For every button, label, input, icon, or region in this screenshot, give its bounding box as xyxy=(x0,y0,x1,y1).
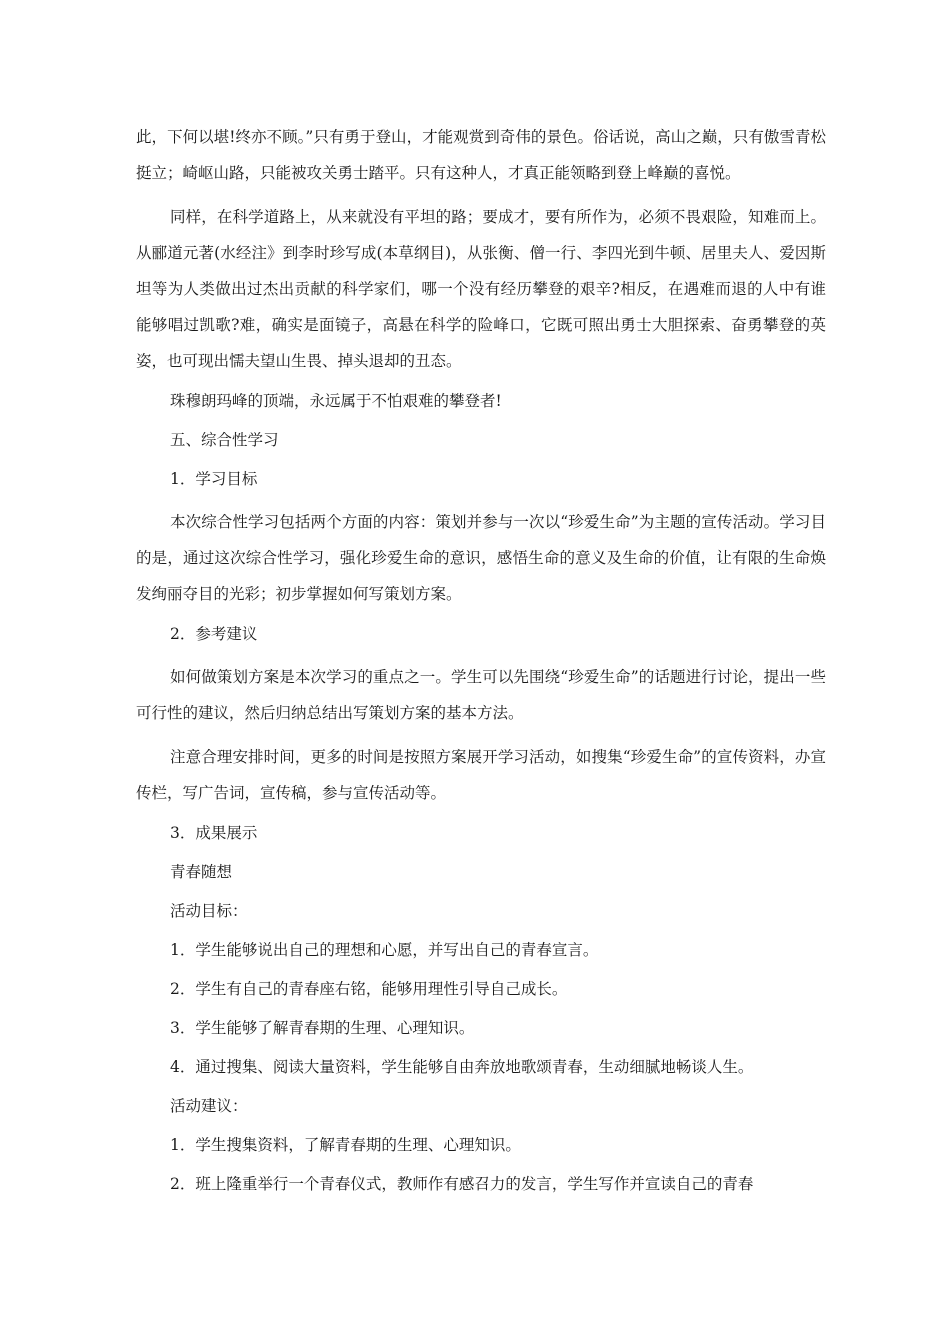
paragraph-plan-method: 如何做策划方案是本次学习的重点之一。学生可以先围绕“珍爱生命”的话题进行讨论，提出一些可行性的建议，然后归纳总结出写策划方案的基本方法。 xyxy=(136,668,826,722)
paragraph-learning-goals: 本次综合性学习包括两个方面的内容：策划并参与一次以“珍爱生命”为主题的宣传活动。学习目的是，通过这次综合性学习，强化珍爱生命的意识，感悟生命的意义及生命的价值，让有限的生命焕发绚丽夺目的光彩；初步掌握如何写策划方案。 xyxy=(136,513,826,603)
subheading-suggestions: 2．参考建议 xyxy=(170,625,258,643)
goal-item-1: 1．学生能够说出自己的理想和心愿，并写出自己的青春宣言。 xyxy=(170,941,599,959)
paragraph-time-arrangement: 注意合理安排时间，更多的时间是按照方案展开学习活动，如搜集“珍爱生命”的宣传资料，办宣传栏，写广告词，宣传稿，参与宣传活动等。 xyxy=(136,748,826,802)
goal-item-3: 3．学生能够了解青春期的生理、心理知识。 xyxy=(170,1019,475,1037)
paragraph-climbing-conclusion: 此，下何以堪!终亦不顾。”只有勇于登山，才能观赏到奇伟的景色。俗话说，高山之巅，只有傲雪青松挺立；崎岖山路，只能被攻关勇士踏平。只有这种人，才真正能领略到登上峰巅的喜悦。 xyxy=(136,128,826,182)
subheading-learning-goals: 1．学习目标 xyxy=(170,470,258,488)
suggestion-item-2: 2．班上隆重举行一个青春仪式，教师作有感召力的发言，学生写作并宣读自己的青春 xyxy=(170,1175,754,1193)
suggestion-item-1: 1．学生搜集资料，了解青春期的生理、心理知识。 xyxy=(170,1136,521,1154)
activity-goals-label: 活动目标： xyxy=(170,902,248,920)
paragraph-science-road: 同样，在科学道路上，从来就没有平坦的路；要成才，要有所作为，必须不畏艰险，知难而上。从郦道元著(水经注》到李时珍写成(本草纲目)，从张衡、僧一行、李四光到牛顿、居里夫人、爱因斯坦等为人类做出过杰出贡献的科学家们，哪一个没有经历攀登的艰辛?相反，在遇难而退的人中有谁能够唱过凯歌?难，确实是面镜子，高悬在科学的险峰口，它既可照出勇士大胆探索、奋勇攀登的英姿，也可现出懦夫望山生畏、掉头退却的丑态。 xyxy=(136,208,826,370)
document-body xyxy=(136,119,826,1209)
activity-suggestions-label: 活动建议： xyxy=(170,1097,248,1115)
section-heading-comprehensive-learning: 五、综合性学习 xyxy=(170,431,279,449)
paragraph-everest: 珠穆朗玛峰的顶端，永远属于不怕艰难的攀登者! xyxy=(170,392,502,410)
goal-item-2: 2．学生有自己的青春座右铭，能够用理性引导自己成长。 xyxy=(170,980,568,998)
subheading-results: 3．成果展示 xyxy=(170,824,258,842)
goal-item-4: 4．通过搜集、阅读大量资料，学生能够自由奔放地歌颂青春，生动细腻地畅谈人生。 xyxy=(170,1058,754,1076)
activity-title: 青春随想 xyxy=(170,863,233,881)
